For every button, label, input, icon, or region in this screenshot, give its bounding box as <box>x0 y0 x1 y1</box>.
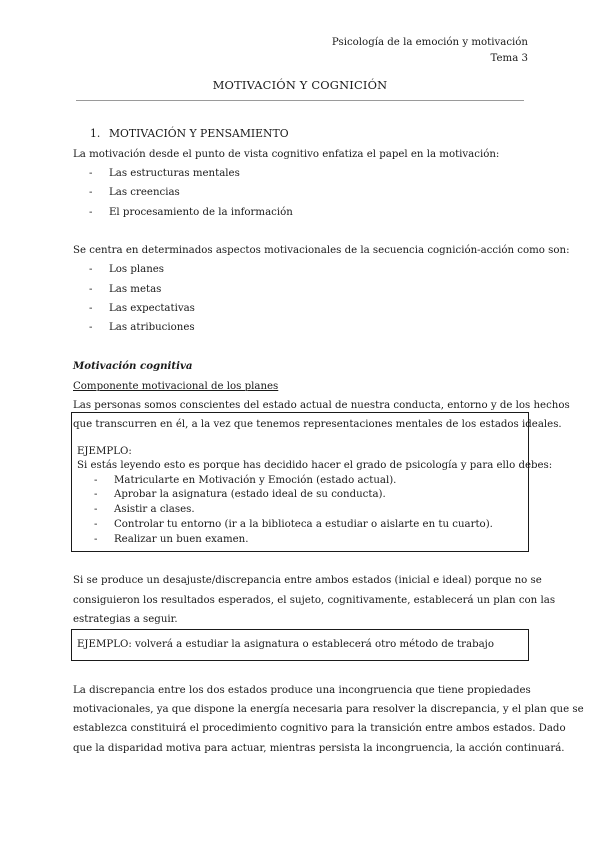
paragraph-3-line: Las personas somos conscientes del estado actual de nuestra conducta, entorno y de los hechos <box>73 400 570 411</box>
list-marker: - <box>89 207 93 218</box>
example-item: Aprobar la asignatura (estado ideal de su conducta). <box>114 489 386 500</box>
underlined-heading: Componente motivacional de los planes <box>73 381 279 392</box>
section-heading: MOTIVACIÓN Y PENSAMIENTO <box>109 127 289 140</box>
subheading: Motivación cognitiva <box>73 360 193 372</box>
header-subject: Psicología de la emoción y motivación <box>331 37 528 48</box>
paragraph-5-line: que la disparidad motiva para actuar, mientras persista la incongruencia, la acción continuará. <box>73 743 565 754</box>
example-item: Controlar tu entorno (ir a la biblioteca a estudiar o aislarte en tu cuarto). <box>114 519 493 530</box>
example-item: Matricularte en Motivación y Emoción (estado actual). <box>114 475 397 486</box>
list-marker: - <box>89 168 93 179</box>
example-label: EJEMPLO: <box>77 446 132 457</box>
paragraph-5-line: motivacionales, ya que dispone la energía necesaria para resolver la discrepancia, y el plan que se <box>73 704 584 715</box>
list-marker: - <box>94 504 98 515</box>
list-item: Las atribuciones <box>109 322 195 333</box>
list-item: Las metas <box>109 284 162 295</box>
list-marker: - <box>89 264 93 275</box>
example-item: Asistir a clases. <box>114 504 195 515</box>
list-marker: - <box>94 534 98 545</box>
list-marker: - <box>89 284 93 295</box>
example-2-text: EJEMPLO: volverá a estudiar la asignatura o establecerá otro método de trabajo <box>77 639 494 650</box>
paragraph-5-line: establezca constituirá el procedimiento cognitivo para la transición entre ambos estados. Dado <box>73 723 566 734</box>
page-title: MOTIVACIÓN Y COGNICIÓN <box>212 78 388 92</box>
list-marker: - <box>94 519 98 530</box>
list-item: El procesamiento de la información <box>109 207 293 218</box>
list-marker: - <box>94 489 98 500</box>
list-item: Las creencias <box>109 187 180 198</box>
paragraph-4-line: estrategias a seguir. <box>73 614 178 625</box>
paragraph-5-line: La discrepancia entre los dos estados produce una incongruencia que tiene propiedades <box>73 685 531 696</box>
example-item: Realizar un buen examen. <box>114 534 249 545</box>
list-marker: - <box>89 322 93 333</box>
list-item: Las expectativas <box>109 303 195 314</box>
paragraph-3-line: que transcurren en él, a la vez que tenemos representaciones mentales de los estados ideales. <box>73 419 562 430</box>
paragraph-4-line: consiguieron los resultados esperados, el sujeto, cognitivamente, establecerá un plan con las <box>73 595 556 606</box>
paragraph-1: La motivación desde el punto de vista cognitivo enfatiza el papel en la motivación: <box>73 149 500 160</box>
title-divider <box>76 100 524 101</box>
list-marker: - <box>94 475 98 486</box>
header-tema: Tema 3 <box>490 53 528 64</box>
paragraph-4-line: Si se produce un desajuste/discrepancia entre ambos estados (inicial e ideal) porque no se <box>73 575 542 586</box>
section-number: 1. <box>90 127 101 140</box>
list-item: Los planes <box>109 264 165 275</box>
list-marker: - <box>89 303 93 314</box>
example-intro: Si estás leyendo esto es porque has decidido hacer el grado de psicología y para ello debes: <box>77 460 553 471</box>
paragraph-2: Se centra en determinados aspectos motivacionales de la secuencia cognición-acción como son: <box>73 245 570 256</box>
list-item: Las estructuras mentales <box>109 168 240 179</box>
list-marker: - <box>89 187 93 198</box>
